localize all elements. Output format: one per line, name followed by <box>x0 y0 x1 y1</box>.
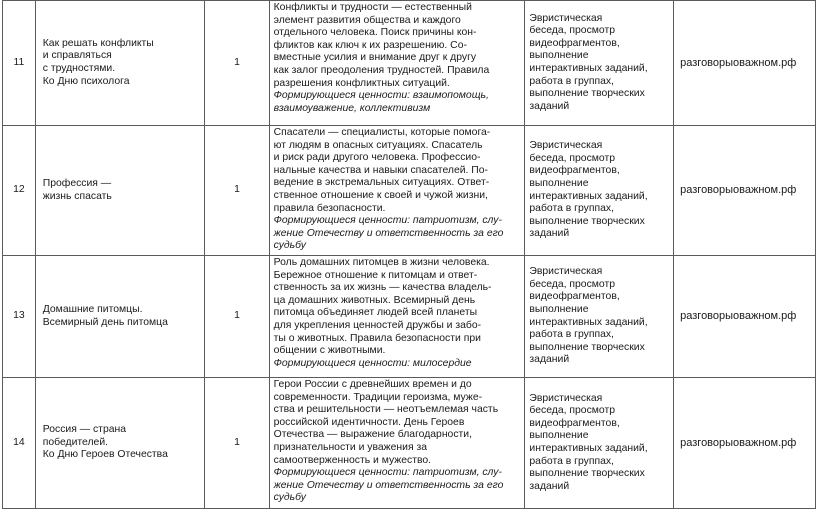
text-line: Россия — страна <box>42 424 127 436</box>
text-line: элемент развития общества и каждого <box>273 14 461 26</box>
text-line: Формирующиеся ценности: милосердие <box>273 357 472 369</box>
text-line: заданий <box>529 480 570 492</box>
lesson-topic <box>35 378 205 509</box>
text-line: работа в группах, <box>529 329 614 341</box>
text-line: видеофрагментов, <box>529 291 620 303</box>
text-line: интерактивных заданий, <box>529 316 648 328</box>
text-line: Как решать конфликты <box>42 37 154 49</box>
text-line: Конфликты и трудности — естественный <box>273 2 472 13</box>
text-line: заданий <box>529 354 570 366</box>
text-line: жизнь спасать <box>42 190 112 202</box>
lesson-activities <box>525 256 674 378</box>
text-line: для укрепления ценностей дружбы и забо- <box>273 319 482 331</box>
text-line: выполнение <box>529 303 589 315</box>
text-line: современности. Традиции героизма, муже- <box>273 391 483 403</box>
text-line: интерактивных заданий, <box>529 190 648 202</box>
text-line: самоотверженность и мужество. <box>273 454 432 466</box>
text-line: Бережное отношение к питомцам и ответ- <box>273 269 478 281</box>
text-line: Эвристическая <box>529 140 603 152</box>
resource-link[interactable]: разговорыоважном.рф <box>674 1 816 126</box>
text-line: ца домашних животных. Всемирный день <box>273 294 476 306</box>
text-line: Ко Дню психолога <box>42 75 130 87</box>
text-line: российской идентичности. День Героев <box>273 416 465 428</box>
text-line: заданий <box>529 100 570 112</box>
resource-link[interactable]: разговорыоважном.рф <box>674 126 816 256</box>
table-row <box>3 378 816 509</box>
text-line: судьбу <box>273 240 306 252</box>
text-line: Домашние питомцы. <box>42 303 143 315</box>
text-line: ства и решительности — неотъемлемая часть <box>273 404 499 416</box>
text-line: работа в группах, <box>529 203 614 215</box>
lesson-hours: 1 <box>205 378 269 509</box>
text-line: Эвристическая <box>529 12 603 24</box>
text-line: Профессия — <box>42 177 112 189</box>
text-line: Всемирный день питомца <box>42 316 168 328</box>
lesson-activities <box>525 1 674 126</box>
lesson-number: 11 <box>3 1 36 126</box>
lesson-number: 14 <box>3 378 36 509</box>
lesson-topic <box>35 256 205 378</box>
lesson-number: 12 <box>3 126 36 256</box>
text-line: Ко Дню Героев Отечества <box>42 449 168 461</box>
text-line: беседа, просмотр <box>529 25 615 37</box>
text-line: Эвристическая <box>529 266 603 278</box>
text-line: ведение в экстремальных ситуациях. Ответ- <box>273 177 490 189</box>
text-line: нальные качества и навыки спасателей. По- <box>273 164 489 176</box>
lesson-content <box>269 378 525 509</box>
text-line: беседа, просмотр <box>529 405 615 417</box>
text-line: победителей. <box>42 436 109 448</box>
text-line: выполнение творческих <box>529 341 645 353</box>
text-line: общении с животными. <box>273 345 386 357</box>
text-line: выполнение <box>529 177 589 189</box>
text-line: разрешения конфликтных ситуаций. <box>273 77 450 89</box>
text-line: вместные усилия и внимание друг к другу <box>273 52 477 64</box>
resource-link[interactable]: разговорыоважном.рф <box>674 256 816 378</box>
text-line: выполнение <box>529 430 589 442</box>
text-line: беседа, просмотр <box>529 278 615 290</box>
text-line: выполнение творческих <box>529 468 645 480</box>
lesson-hours: 1 <box>205 1 269 126</box>
text-line: выполнение творческих <box>529 215 645 227</box>
lesson-topic <box>35 126 205 256</box>
table-row <box>3 1 816 126</box>
text-line: ственность за их жизнь — качества владель- <box>273 282 492 294</box>
lesson-content <box>269 1 525 126</box>
text-line: и справляться <box>42 50 112 62</box>
text-line: как залог преодоления трудностей. Правила <box>273 64 490 76</box>
text-line: фликтов как ключ к их разрешению. Со- <box>273 39 467 51</box>
text-line: Эвристическая <box>529 392 603 404</box>
text-line: видеофрагментов, <box>529 37 620 49</box>
text-line: взаимоуважение, коллективизм <box>273 102 431 114</box>
text-line: Герои России с древнейших времен и до <box>273 379 472 390</box>
text-line: отдельного человека. Поиск причины кон- <box>273 27 477 39</box>
lesson-content <box>269 256 525 378</box>
resource-link[interactable]: разговорыоважном.рф <box>674 378 816 509</box>
text-line: видеофрагментов, <box>529 165 620 177</box>
lesson-content <box>269 126 525 256</box>
text-line: и риск ради другого человека. Профессио- <box>273 152 481 164</box>
text-line: ты о животных. Правила безопасности при <box>273 332 481 344</box>
lesson-topic <box>35 1 205 126</box>
text-line: признательности и уважения за <box>273 441 427 453</box>
text-line: правила безопасности. <box>273 202 386 214</box>
text-line: интерактивных заданий, <box>529 63 648 74</box>
text-line: работа в группах, <box>529 75 614 87</box>
text-line: с трудностями. <box>42 63 116 74</box>
text-line: выполнение <box>529 50 589 62</box>
text-line: Отечества — выражение благодарности, <box>273 429 472 441</box>
table-row <box>3 126 816 256</box>
lesson-activities <box>525 378 674 509</box>
text-line: судьбу <box>273 492 306 504</box>
text-line: выполнение творческих <box>529 88 645 100</box>
text-line: заданий <box>529 228 570 240</box>
table-row <box>3 256 816 378</box>
lesson-plan-table <box>2 0 816 509</box>
text-line: жение Отечеству и ответственность за его <box>273 227 504 239</box>
text-line: беседа, просмотр <box>529 152 615 164</box>
text-line: Формирующиеся ценности: взаимопомощь, <box>273 90 489 102</box>
lesson-hours: 1 <box>205 126 269 256</box>
lesson-activities <box>525 126 674 256</box>
text-line: Формирующиеся ценности: патриотизм, слу- <box>273 467 502 479</box>
lesson-hours: 1 <box>205 256 269 378</box>
text-line: Спасатели — специалисты, которые помога- <box>273 127 491 138</box>
text-line: Формирующиеся ценности: патриотизм, слу- <box>273 215 502 227</box>
text-line: интерактивных заданий, <box>529 443 648 454</box>
text-line: видеофрагментов, <box>529 417 620 429</box>
text-line: жение Отечеству и ответственность за его <box>273 479 504 491</box>
text-line: ственное отношение к своей и чужой жизни, <box>273 189 488 201</box>
text-line: питомца объединяет людей всей планеты <box>273 307 478 319</box>
text-line: Роль домашних питомцев в жизни человека. <box>273 257 490 268</box>
text-line: работа в группах, <box>529 455 614 467</box>
text-line: ют людям в опасных ситуациях. Спасатель <box>273 139 483 151</box>
lesson-number: 13 <box>3 256 36 378</box>
